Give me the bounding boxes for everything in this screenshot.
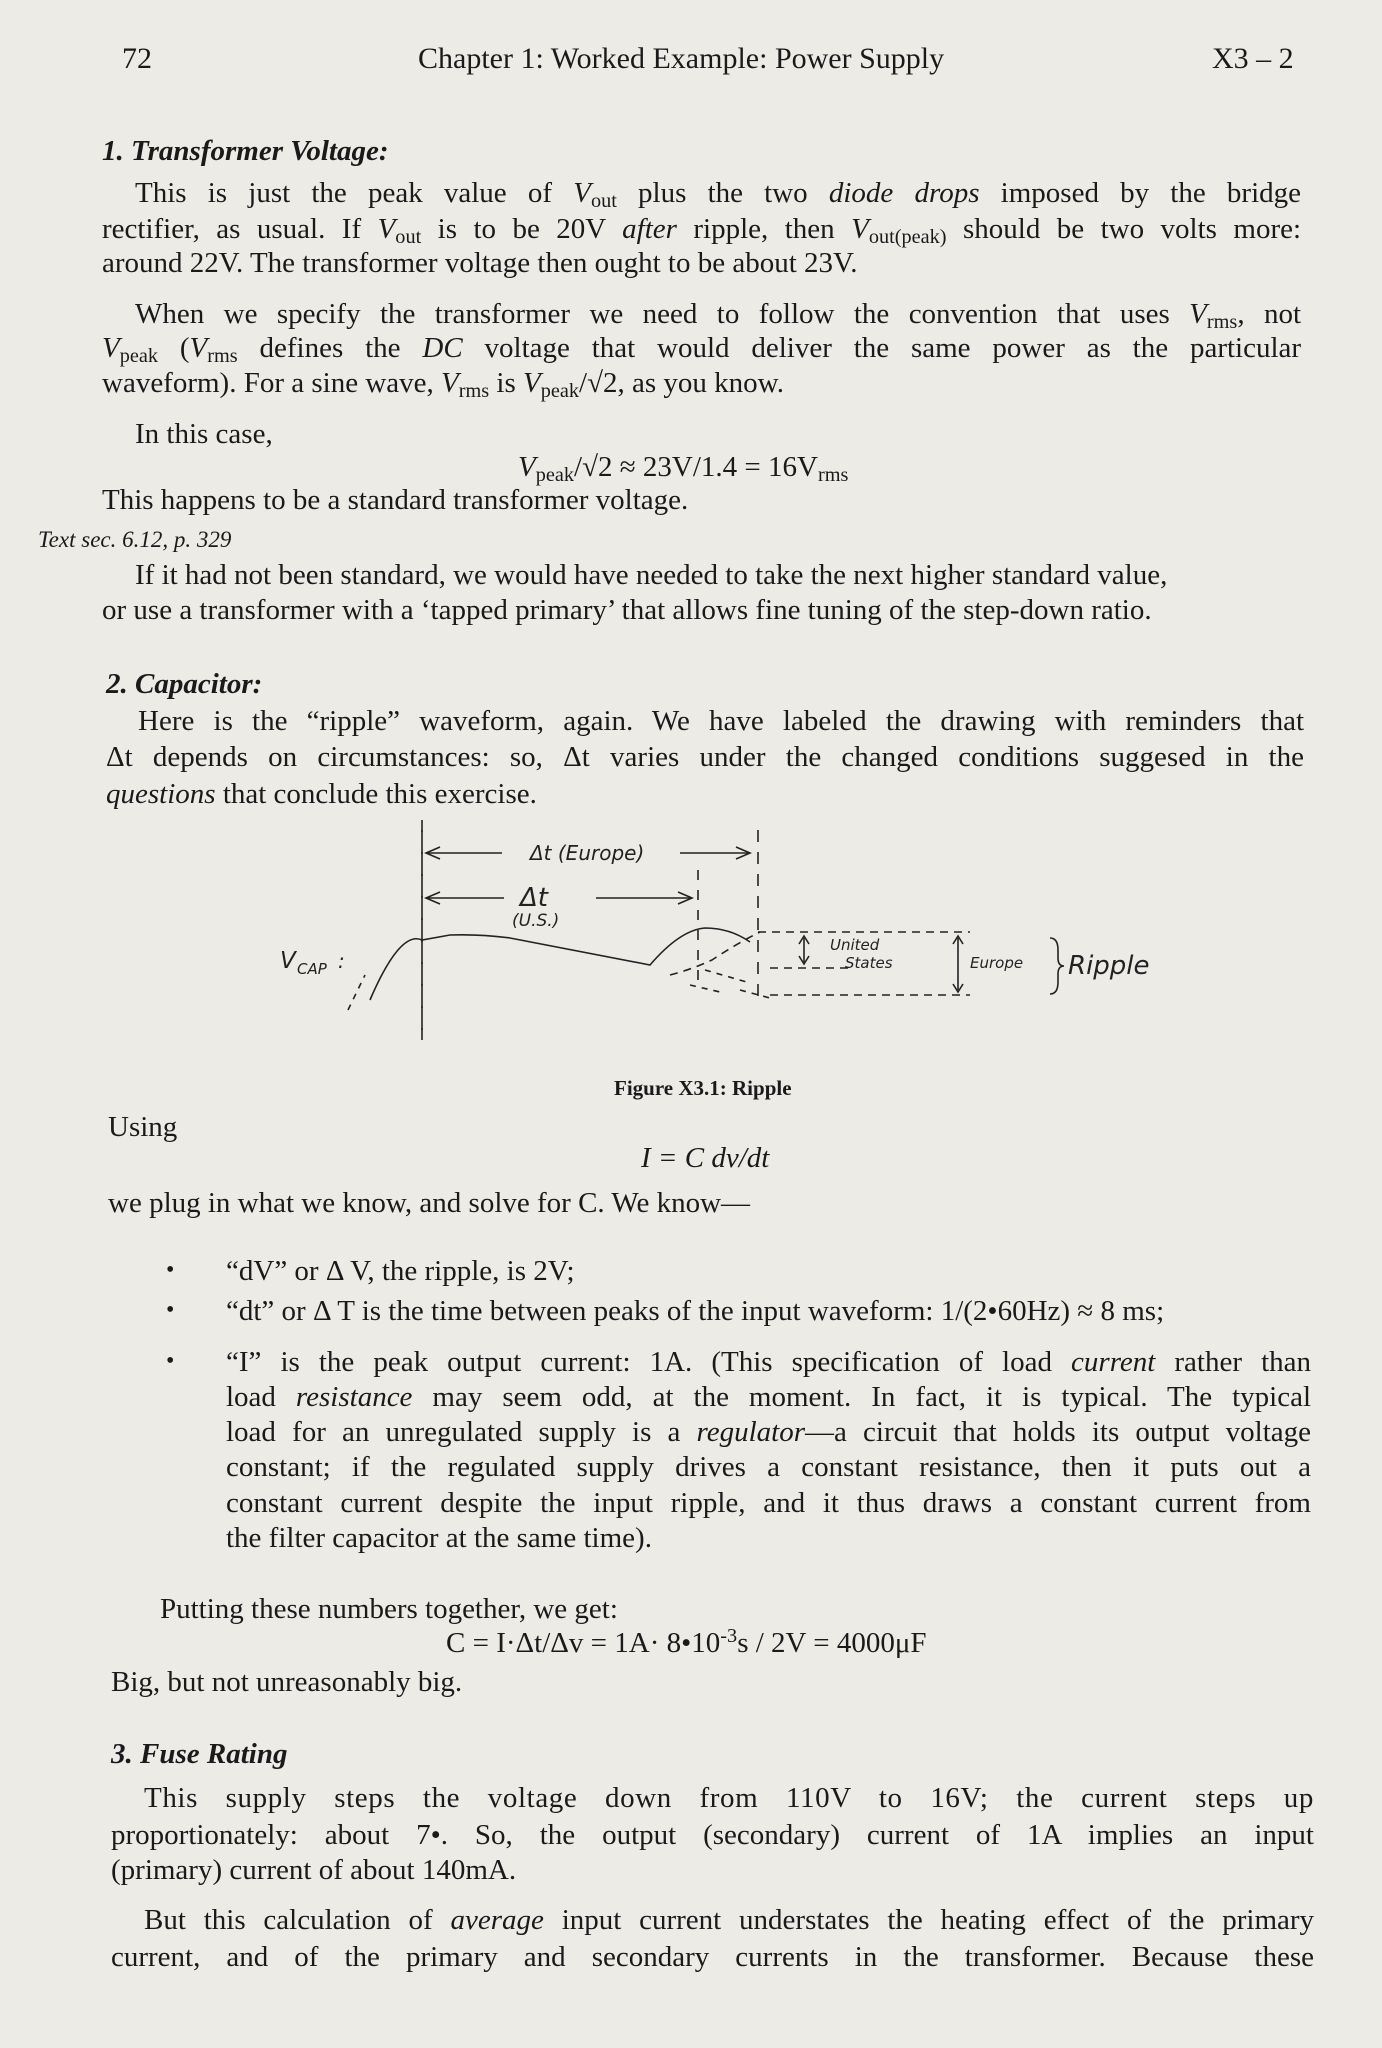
label-dt-us: Δt	[520, 883, 548, 913]
ripple-figure	[250, 820, 1170, 1060]
bullet-dot: •	[166, 1348, 175, 1374]
label-dt-europe: Δt (Europe)	[530, 841, 645, 865]
paragraph-line: (primary) current of about 140mA.	[111, 1854, 517, 1886]
section-title-transformer-voltage: 1. Transformer Voltage:	[102, 135, 389, 167]
paragraph-line: rectifier, as usual. If $V_{out}$ is to be 20V after ripple, then $V_{out(peak)}$ should be two volts more:	[102, 213, 1302, 249]
paragraph-line: questions that conclude this exercise.	[106, 778, 537, 810]
label-ripple: Ripple	[1068, 951, 1150, 981]
label-us: (U.S.)	[512, 911, 560, 931]
paragraph-line: This happens to be a standard transformer voltage.	[102, 484, 689, 516]
paragraph-line: Here is the “ripple” waveform, again. We have labeled the drawing with reminders that	[138, 705, 1304, 737]
paragraph-line: Putting these numbers together, we get:	[160, 1593, 618, 1625]
bullet-item-line: load resistance may seem odd, at the moment. In fact, it is typical. The typical	[226, 1381, 1312, 1413]
section-title-capacitor: 2. Capacitor:	[106, 668, 263, 700]
section-title-fuse-rating: 3. Fuse Rating	[111, 1738, 288, 1770]
paragraph-line: or use a transformer with a ‘tapped primary’ that allows fine tuning of the step-down ratio.	[102, 594, 1152, 626]
paragraph-line: $V_{peak}$ ($V_{rms}$ defines the DC voltage that would deliver the same power as the particular	[102, 332, 1302, 368]
page-number: 72	[122, 42, 152, 75]
figure-caption: Figure X3.1: Ripple	[614, 1076, 792, 1100]
label-states: States	[845, 954, 893, 972]
bullet-dot: •	[166, 1297, 175, 1323]
equation-capacitor: $C = I\cdot\Delta t/\Delta v = 1A\cdot 8•10^{-3}s / 2V = 4000\mu F$	[446, 1624, 927, 1659]
paragraph-line: Using	[108, 1111, 178, 1143]
bullet-item: “I” is the peak output current: 1A. (This specification of load current rather than	[226, 1346, 1311, 1378]
paragraph-line: If it had not been standard, we would have needed to take the next higher standard value,	[135, 559, 1168, 591]
label-vcap-colon: :	[338, 949, 345, 973]
paragraph-line: Δt depends on circumstances: so, Δt varies under the changed conditions suggesed in the	[106, 741, 1304, 773]
equation-transformer: $V_{peak}/√2 \approx 23V/1.4 = 16V_{rms}$	[518, 451, 849, 487]
paragraph-line: In this case,	[135, 418, 273, 450]
bullet-item-line: load for an unregulated supply is a regulator—a circuit that holds its output voltage	[226, 1416, 1311, 1448]
bullet-item: “dV” or Δ V, the ripple, is 2V;	[226, 1255, 575, 1287]
ripple-brace	[1050, 938, 1064, 994]
paragraph-line: current, and of the primary and secondary currents in the transformer. Because these	[111, 1941, 1314, 1973]
paragraph-line: This is just the peak value of $V_{out}$ plus the two diode drops imposed by the bridge	[135, 177, 1302, 213]
paragraph-line: we plug in what we know, and solve for C. We know—	[108, 1187, 751, 1219]
label-vcap: V	[280, 948, 296, 974]
ripple-entry-dashes	[348, 975, 365, 1010]
bullet-item-line: constant; if the regulated supply drives a constant resistance, then it puts out a	[226, 1451, 1311, 1483]
running-title: Chapter 1: Worked Example: Power Supply	[418, 42, 945, 75]
section-code: X3 – 2	[1212, 42, 1294, 75]
paragraph-line: waveform). For a sine wave, $V_{rms}$ is $V_{peak}/√2$, as you know.	[102, 367, 784, 403]
paragraph-line: proportionately: about 7•. So, the output (secondary) current of 1A implies an input	[111, 1819, 1314, 1851]
equation-current: I = C dv/dt	[641, 1142, 770, 1174]
bullet-item-line: the filter capacitor at the same time).	[226, 1522, 652, 1554]
paragraph-line: But this calculation of average input current understates the heating effect of the primary	[144, 1904, 1315, 1936]
label-europe: Europe	[970, 954, 1024, 972]
label-united: United	[830, 936, 880, 954]
ripple-rise-europe	[670, 932, 760, 975]
ripple-waveform	[370, 928, 750, 1000]
paragraph-line: Big, but not unreasonably big.	[111, 1666, 463, 1698]
paragraph-line: When we specify the transformer we need to follow the convention that uses $V_{rms}$, not	[135, 298, 1302, 334]
label-vcap-sub: CAP	[297, 960, 327, 978]
bullet-dot: •	[166, 1257, 175, 1283]
paragraph-line: This supply steps the voltage down from 110V to 16V; the current steps up	[144, 1782, 1314, 1814]
bullet-item-line: constant current despite the input ripple, and it thus draws a constant current from	[226, 1487, 1311, 1519]
bullet-item: “dt” or Δ T is the time between peaks of the input waveform: 1/(2•60Hz) ≈ 8 ms;	[226, 1295, 1165, 1327]
margin-note: Text sec. 6.12, p. 329	[38, 527, 232, 552]
paragraph-line: around 22V. The transformer voltage then ought to be about 23V.	[102, 247, 858, 279]
